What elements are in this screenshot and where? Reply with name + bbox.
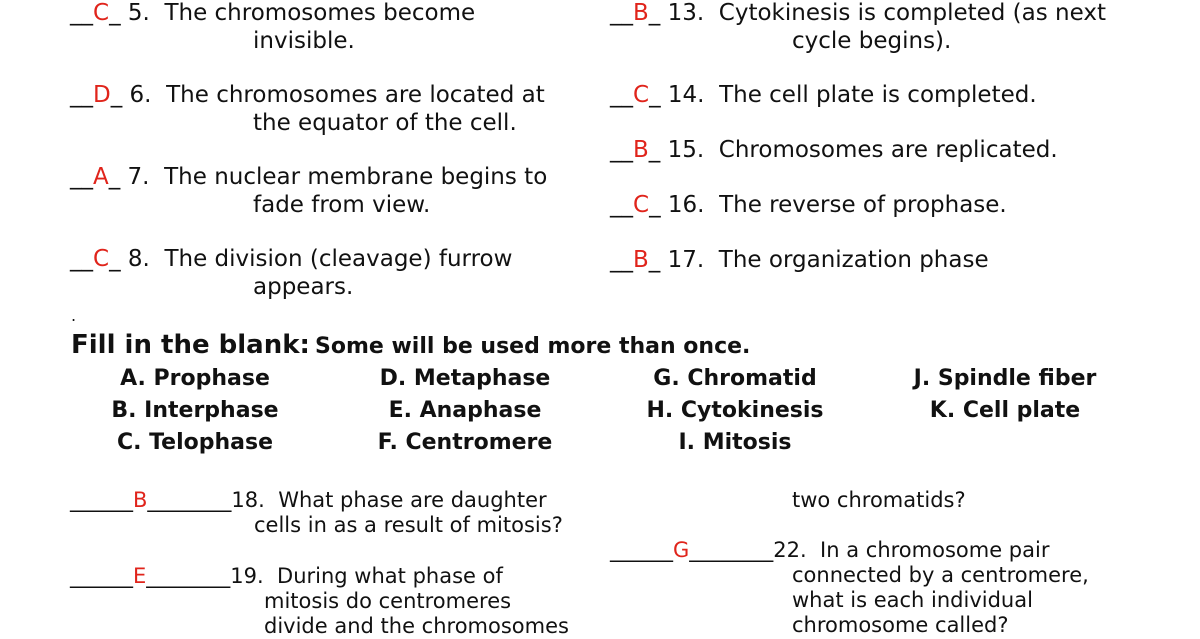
blank: _ [648,0,661,26]
blank: ________ [147,488,232,512]
section-instructions: Some will be used more than once. [315,334,751,359]
question-continuation: what is each individual [792,588,1033,612]
blank: __ [70,0,93,26]
option-f: F. Centromere [377,430,553,455]
matching-item-17 [610,247,989,274]
answer[interactable]: G [673,538,690,562]
answer[interactable]: B [133,488,148,512]
question-continuation: divide and the chromosomes [264,614,569,638]
question-text: The reverse of prophase. [719,192,1007,218]
matching-item-13 [610,0,1106,27]
question-text: What phase are daughter [278,488,547,512]
answer[interactable]: D [93,82,111,108]
option-e: E. Anaphase [388,398,542,423]
question-continuation: invisible. [253,28,355,54]
question-number: 8. [127,246,150,272]
question-text: The cell plate is completed. [719,82,1037,108]
answer[interactable]: A [93,164,109,190]
question-text: The nuclear membrane begins to [164,164,548,190]
blank: ________ [689,538,774,562]
question-text: The chromosomes become [164,0,476,26]
matching-item-5 [70,0,475,27]
section-title: Fill in the blank: [71,330,310,360]
matching-item-6 [70,82,545,109]
question-text: The organization phase [718,247,989,273]
blank: __ [610,192,633,218]
option-b: B. Interphase [111,398,279,423]
matching-item-7 [70,164,547,191]
blank: _ [109,246,121,272]
blank: ______ [70,564,133,588]
question-continuation: the equator of the cell. [253,110,517,136]
option-d: D. Metaphase [379,366,551,391]
matching-item-8 [70,246,512,273]
blank-question-22 [610,538,1049,563]
option-a: A. Prophase [120,366,270,391]
option-k: K. Cell plate [929,398,1081,423]
blank: _ [110,82,123,108]
blank: __ [610,247,633,273]
answer[interactable]: B [633,247,649,273]
question-number: 6. [129,82,152,108]
blank: __ [610,82,633,108]
question-continuation: fade from view. [253,192,431,218]
blank: __ [70,164,93,190]
question-number: 22. [773,538,807,562]
answer[interactable]: E [133,564,147,588]
question-text: The chromosomes are located at [166,82,545,108]
question-continuation: mitosis do centromeres [264,589,512,613]
question-continuation: connected by a centromere, [792,563,1089,587]
blank: _ [109,0,121,26]
blank: __ [610,0,633,26]
option-j: J. Spindle fiber [913,366,1097,391]
blank: _ [648,247,661,273]
blank: ________ [146,564,231,588]
blank-question-18 [70,488,547,513]
fill-in-heading [71,330,750,360]
matching-item-14 [610,82,1037,109]
question-continuation: two chromatids? [792,488,966,512]
blank: __ [610,137,633,163]
matching-item-16 [610,192,1007,219]
blank-question-19 [70,564,503,589]
answer[interactable]: B [633,0,649,26]
question-text: Chromosomes are replicated. [718,137,1058,163]
question-continuation: appears. [253,274,354,300]
answer[interactable]: C [93,0,110,26]
option-g: G. Chromatid [653,366,817,391]
question-number: 18. [231,488,265,512]
question-text: During what phase of [277,564,503,588]
answer[interactable]: C [93,246,110,272]
answer[interactable]: B [633,137,649,163]
blank: _ [649,82,661,108]
question-number: 17. [667,247,705,273]
answer[interactable]: C [633,82,650,108]
question-number: 15. [667,137,705,163]
blank: ______ [610,538,673,562]
blank: ______ [70,488,133,512]
question-number: 13. [667,0,705,26]
question-number: 16. [667,192,705,218]
matching-item-15 [610,137,1058,164]
answer[interactable]: C [633,192,650,218]
option-h: H. Cytokinesis [646,398,824,423]
question-text: In a chromosome pair [820,538,1050,562]
question-number: 5. [127,0,150,26]
question-number: 14. [667,82,705,108]
stray-mark: . [71,306,77,325]
question-continuation: chromosome called? [792,613,1009,637]
question-continuation: cells in as a result of mitosis? [254,513,563,537]
question-text: Cytokinesis is completed (as next [718,0,1107,26]
question-continuation: cycle begins). [792,28,952,54]
question-number: 19. [230,564,264,588]
blank: _ [649,192,661,218]
option-c: C. Telophase [116,430,274,455]
option-i: I. Mitosis [678,430,792,455]
blank: _ [108,164,121,190]
blank: __ [70,246,93,272]
question-number: 7. [127,164,150,190]
blank: __ [70,82,93,108]
question-text: The division (cleavage) furrow [164,246,513,272]
blank: _ [648,137,661,163]
